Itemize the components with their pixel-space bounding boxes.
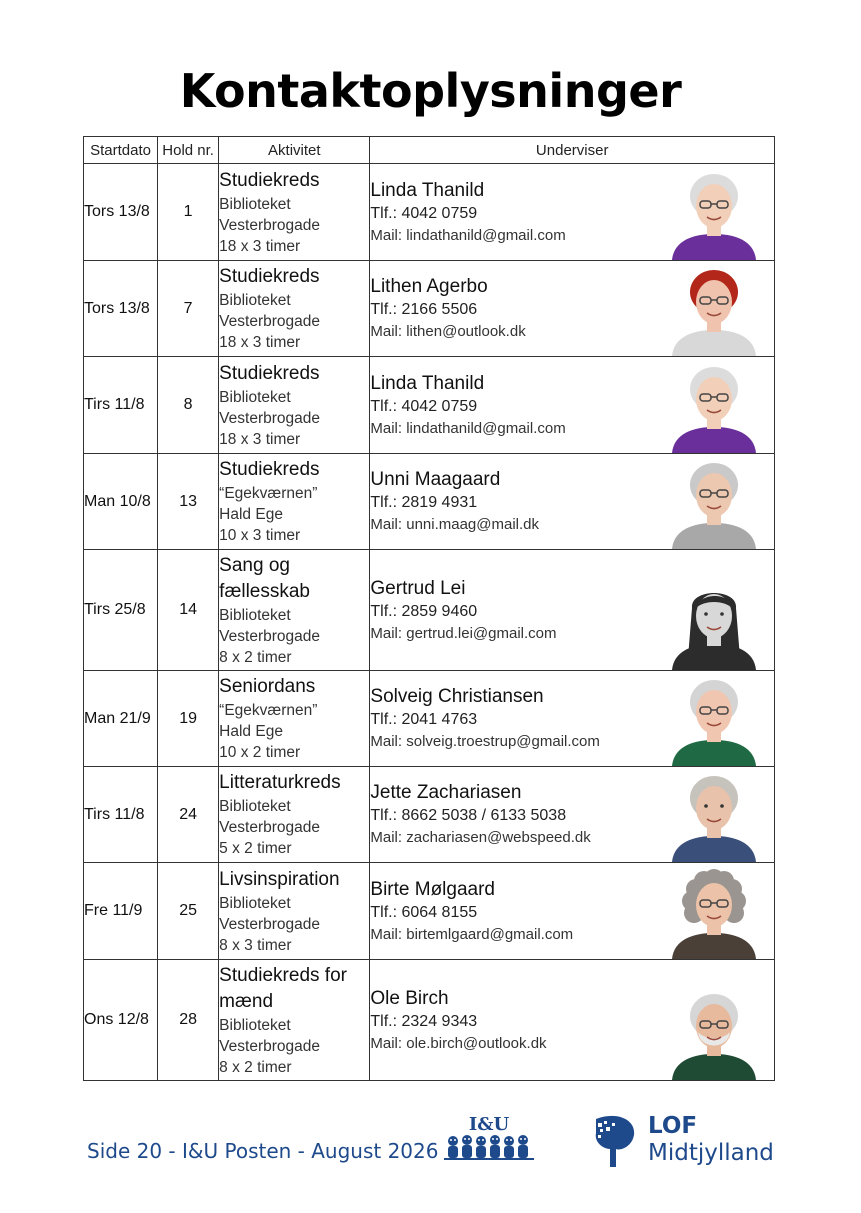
- activity-name: Litteraturkreds: [219, 772, 341, 793]
- tree-icon: [586, 1113, 642, 1169]
- teacher-name: Linda Thanild: [370, 179, 485, 201]
- activity-detail: 18 x 3 timer: [219, 334, 301, 351]
- start-date-cell: Tirs 11/8: [84, 357, 158, 454]
- table-row: [84, 357, 775, 454]
- table-row: [84, 550, 775, 671]
- teacher-phone: Tlf.: 2819 4931: [370, 494, 478, 511]
- table-row: [84, 767, 775, 863]
- footer-page-info: Side 20 - I&U Posten - August 2026: [87, 1139, 439, 1163]
- activity-detail: “Egekværnen”: [219, 702, 318, 719]
- table-row: [84, 164, 775, 261]
- activity-detail: Vesterbrogade: [219, 1037, 320, 1055]
- activity-detail: Biblioteket: [219, 798, 291, 815]
- teacher-name: Linda Thanild: [370, 372, 485, 394]
- activity-cell: [219, 454, 370, 550]
- activity-cell: [219, 164, 370, 261]
- activity-name: Studiekreds: [219, 362, 320, 384]
- activity-name: Livsinspiration: [219, 868, 340, 890]
- teacher-cell: [370, 960, 775, 1081]
- teacher-email: Mail: zachariasen@webspeed.dk: [370, 829, 591, 846]
- activity-detail: Vesterbrogade: [219, 216, 320, 234]
- teacher-email: Mail: gertrud.lei@gmail.com: [370, 624, 557, 642]
- hold-number-cell: 8: [158, 357, 219, 454]
- teacher-phone: Tlf.: 8662 5038 / 6133 5038: [370, 807, 567, 824]
- teacher-photo: [664, 770, 764, 862]
- activity-detail: Biblioteket: [219, 1016, 291, 1034]
- activity-cell: [219, 671, 370, 767]
- start-date-cell: Tors 13/8: [84, 164, 158, 261]
- teacher-photo: [664, 361, 764, 453]
- activity-cell: [219, 960, 370, 1081]
- teacher-name: Lithen Agerbo: [370, 276, 488, 297]
- teacher-phone: Tlf.: 4042 0759: [370, 397, 478, 415]
- teacher-photo: [664, 674, 764, 766]
- hold-number-cell: 19: [158, 671, 219, 767]
- activity-detail: Hald Ege: [219, 506, 283, 523]
- hold-number-cell: 25: [158, 863, 219, 960]
- hold-number-cell: 28: [158, 960, 219, 1081]
- teacher-email: Mail: unni.maag@mail.dk: [370, 516, 540, 533]
- table-row: [84, 261, 775, 357]
- teacher-phone: Tlf.: 6064 8155: [370, 903, 478, 921]
- activity-detail: Vesterbrogade: [219, 819, 320, 836]
- iu-logo-text: I&U: [468, 1114, 510, 1135]
- activity-detail: Vesterbrogade: [219, 915, 320, 933]
- start-date-cell: Tirs 11/8: [84, 767, 158, 863]
- table-header-row: [84, 137, 775, 164]
- teacher-photo: [664, 264, 764, 356]
- teacher-photo: [664, 988, 764, 1080]
- teacher-name: Birte Mølgaard: [370, 878, 495, 900]
- teacher-email: Mail: ole.birch@outlook.dk: [370, 1034, 547, 1052]
- activity-detail: Vesterbrogade: [219, 627, 320, 645]
- activity-cell: [219, 863, 370, 960]
- lof-logo: [586, 1113, 776, 1169]
- teacher-cell: [370, 357, 775, 454]
- start-date-cell: Fre 11/9: [84, 863, 158, 960]
- teacher-cell: [370, 454, 775, 550]
- teacher-email: Mail: solveig.troestrup@gmail.com: [370, 733, 600, 750]
- teacher-cell: [370, 164, 775, 261]
- lof-logo-subtitle: Midtjylland: [648, 1140, 774, 1166]
- teacher-photo: [664, 578, 764, 670]
- activity-detail: Biblioteket: [219, 195, 291, 213]
- teacher-email: Mail: lindathanild@gmail.com: [370, 419, 566, 437]
- teacher-phone: Tlf.: 2859 9460: [370, 602, 478, 620]
- activity-detail: 10 x 3 timer: [219, 527, 301, 544]
- table-row: [84, 960, 775, 1081]
- teacher-photo: [664, 457, 764, 549]
- start-date-cell: Man 10/8: [84, 454, 158, 550]
- start-date-cell: Tirs 25/8: [84, 550, 158, 671]
- teacher-photo: [664, 867, 764, 959]
- activity-detail: 8 x 3 timer: [219, 936, 292, 954]
- teacher-name: Ole Birch: [370, 987, 449, 1009]
- teacher-phone: Tlf.: 2041 4763: [370, 711, 478, 728]
- activity-detail: Vesterbrogade: [219, 313, 320, 330]
- teacher-cell: [370, 550, 775, 671]
- column-header-startdato: Startdato: [84, 137, 158, 164]
- hold-number-cell: 1: [158, 164, 219, 261]
- activity-name: Studiekreds for mænd: [219, 964, 347, 1012]
- hold-number-cell: 7: [158, 261, 219, 357]
- teacher-email: Mail: lindathanild@gmail.com: [370, 226, 566, 244]
- activity-cell: [219, 767, 370, 863]
- activity-name: Studiekreds: [219, 169, 320, 191]
- activity-detail: Biblioteket: [219, 292, 291, 309]
- activity-detail: Vesterbrogade: [219, 409, 320, 427]
- activity-detail: Biblioteket: [219, 388, 291, 406]
- column-header-hold: Hold nr.: [158, 137, 219, 164]
- iu-logo: [441, 1113, 537, 1165]
- activity-name: Studiekreds: [219, 266, 320, 287]
- teacher-cell: [370, 261, 775, 357]
- activity-detail: 8 x 2 timer: [219, 1058, 292, 1076]
- column-header-underviser: Underviser: [370, 137, 775, 164]
- teacher-cell: [370, 671, 775, 767]
- activity-cell: [219, 261, 370, 357]
- activity-cell: [219, 550, 370, 671]
- activity-detail: Biblioteket: [219, 606, 291, 624]
- hold-number-cell: 13: [158, 454, 219, 550]
- hold-number-cell: 24: [158, 767, 219, 863]
- activity-detail: 18 x 3 timer: [219, 430, 301, 448]
- activity-name: Studiekreds: [219, 459, 320, 480]
- activity-detail: Biblioteket: [219, 894, 291, 912]
- start-date-cell: Tors 13/8: [84, 261, 158, 357]
- column-header-aktivitet: Aktivitet: [219, 137, 370, 164]
- activity-name: Sang og fællesskab: [219, 554, 310, 602]
- start-date-cell: Ons 12/8: [84, 960, 158, 1081]
- teacher-phone: Tlf.: 2324 9343: [370, 1012, 478, 1030]
- teacher-phone: Tlf.: 2166 5506: [370, 301, 478, 318]
- teacher-email: Mail: birtemlgaard@gmail.com: [370, 925, 574, 943]
- activity-detail: 18 x 3 timer: [219, 237, 301, 255]
- teacher-email: Mail: lithen@outlook.dk: [370, 323, 526, 340]
- activity-detail: “Egekværnen”: [219, 485, 318, 502]
- teacher-phone: Tlf.: 4042 0759: [370, 204, 478, 222]
- activity-name: Seniordans: [219, 676, 316, 697]
- teacher-name: Solveig Christiansen: [370, 686, 544, 707]
- table-row: [84, 671, 775, 767]
- hold-number-cell: 14: [158, 550, 219, 671]
- activity-detail: 5 x 2 timer: [219, 840, 292, 857]
- activity-detail: Hald Ege: [219, 723, 283, 740]
- teacher-cell: [370, 863, 775, 960]
- teacher-photo: [664, 168, 764, 260]
- lof-logo-title: LOF: [648, 1113, 698, 1139]
- start-date-cell: Man 21/9: [84, 671, 158, 767]
- teacher-name: Gertrud Lei: [370, 577, 466, 599]
- activity-cell: [219, 357, 370, 454]
- activity-detail: 10 x 2 timer: [219, 744, 301, 761]
- activity-detail: 8 x 2 timer: [219, 648, 292, 666]
- page-title: Kontaktoplysninger: [179, 64, 682, 118]
- teacher-cell: [370, 767, 775, 863]
- teacher-name: Unni Maagaard: [370, 469, 501, 490]
- contact-table: [83, 136, 775, 1081]
- table-row: [84, 454, 775, 550]
- teacher-name: Jette Zachariasen: [370, 782, 522, 803]
- table-row: [84, 863, 775, 960]
